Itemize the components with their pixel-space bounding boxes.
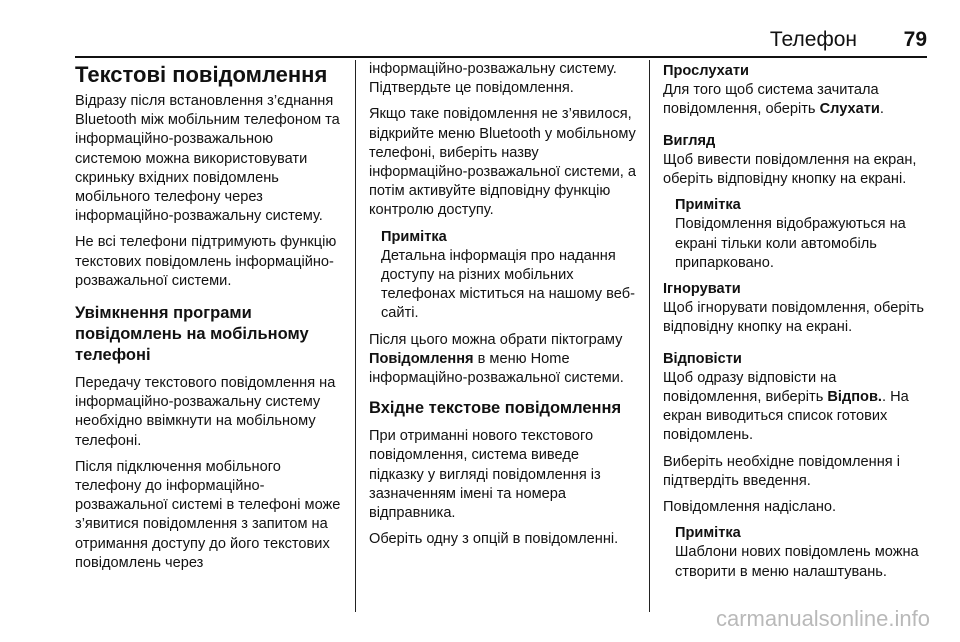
column-1 [75,60,343,580]
note-text: Шаблони нових повідомлень можна створити в меню налаштувань. [675,544,919,580]
column-2 [369,60,637,556]
messages-term: Повідомлення [369,350,474,367]
option-heading-view: Вигляд [663,132,716,149]
column-divider-1 [355,60,356,612]
watermark: carmanualsonline.info [715,606,930,631]
note-title: Примітка [675,197,741,214]
option-heading-listen: Прослухати [663,63,749,79]
paragraph: Якщо таке повідомлення не з’явилося, відкрийте меню Bluetooth у мобільному телефоні, виберіть назву інформаційно-розважальної системи, а потім активуйте відповідну функцію контролю доступу. [369,106,637,219]
paragraph: Виберіть необхідне повідомлення і підтвердіть введення. [663,453,900,489]
option-heading-reply: Відповісти [663,350,742,367]
column-divider-2 [649,60,650,612]
section-heading-text-messages: Текстові повідомлення [75,62,328,87]
paragraph: інформаційно-розважальну систему. Підтвердьте це повідомлення. [369,61,617,97]
page-number: 79 [903,28,927,51]
note-text: Детальна інформація про надання доступу на різних мобільних телефонах міститься на нашому веб-сайті. [381,247,635,322]
paragraph: Відразу після встановлення з’єднання Bluetooth між мобільним телефоном та інформаційно-розважальною системою можна використовувати скриньку вхідних повідомлень мобільного телефону через інформаційно-розважальну систему. [75,93,340,225]
paragraph: Після цього можна обрати піктограму Повідомлення в меню Home інформаційно-розважальної системи. [369,331,624,387]
option-heading-ignore: Ігнорувати [663,281,741,298]
reply-term: Відпов. [827,389,882,406]
header-rule [75,56,927,58]
note-text: Повідомлення відображуються на екрані тільки коли автомобіль припарковано. [675,216,906,271]
paragraph: Оберіть одну з опцій в повідомленні. [369,531,619,548]
paragraph: Для того щоб система зачитала повідомлення, оберіть Слухати. [663,82,884,118]
paragraph: При отриманні нового текстового повідомлення, система виведе підказку у вигляді повідомлення із зазначенням імені та номера відправника. [369,428,601,522]
note-box [369,228,637,324]
paragraph: Щоб ігнорувати повідомлення, оберіть відповідну кнопку на екрані. [663,300,924,336]
paragraph: Щоб вивести повідомлення на екран, оберіть відповідну кнопку на екрані. [663,151,917,188]
subheading-enable-messages: Увімкнення програми повідомлень на мобільному телефоні [75,304,309,365]
page-header [75,18,927,58]
listen-term: Слухати [819,101,880,118]
chapter-title: Телефон [769,28,857,51]
note-box [663,524,931,582]
paragraph: Щоб одразу відповісти на повідомлення, виберіть Відпов.. На екран виводиться список готових повідомлень. [663,369,909,444]
subheading-incoming-message: Вхідне текстове повідомлення [369,399,622,418]
note-title: Примітка [675,525,741,542]
paragraph: Після підключення мобільного телефону до інформаційно-розважальної системі в телефоні може з’явитися повідомлення з запитом на отримання доступу до його текстових повідомлень через [75,458,341,571]
note-box [663,196,931,273]
note-title: Примітка [381,228,447,245]
paragraph: Повідомлення надіслано. [663,499,837,516]
paragraph: Не всі телефони підтримують функцію текстових повідомлень інформаційно-розважальної системи. [75,234,337,289]
column-3 [663,60,931,589]
paragraph: Передачу текстового повідомлення на інформаційно-розважальну систему необхідно ввімкнути на мобільному телефоні. [75,375,336,449]
